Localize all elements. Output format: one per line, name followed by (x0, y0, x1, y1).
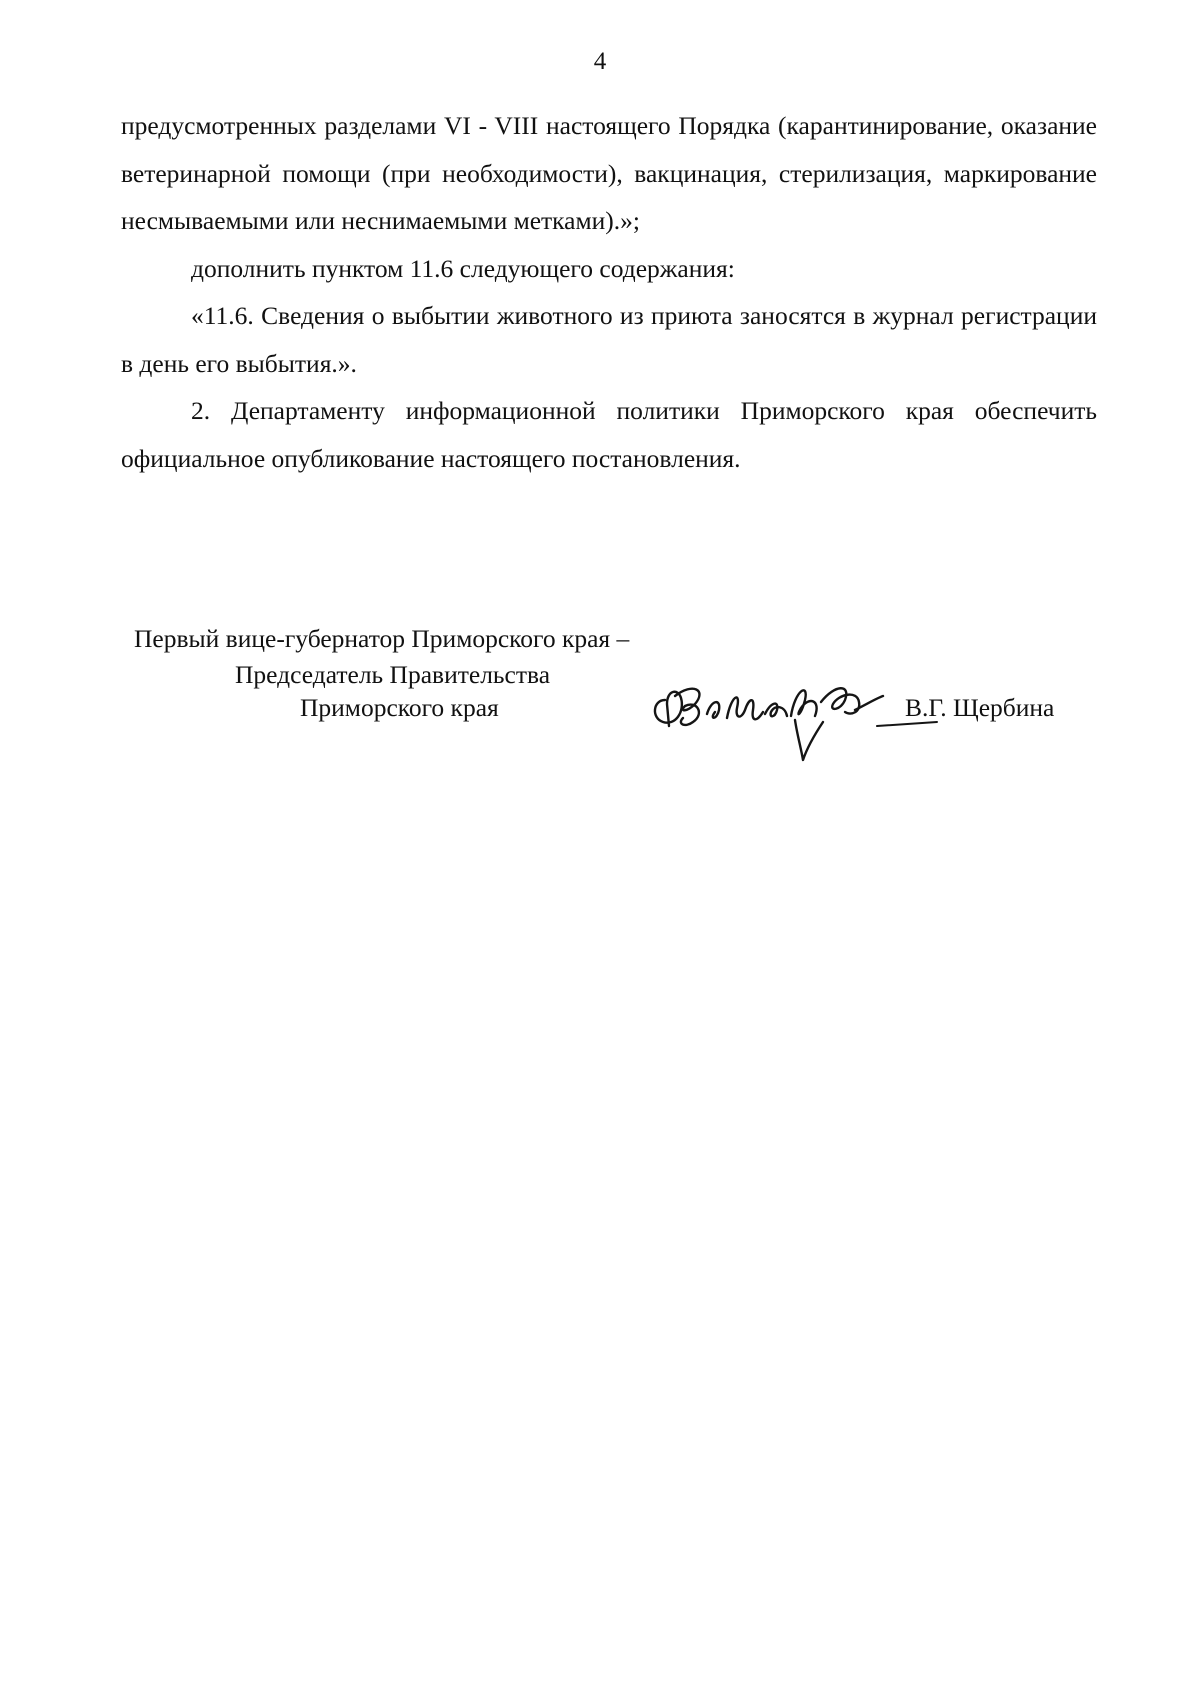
handwritten-signature (645, 660, 945, 770)
page-number: 4 (593, 48, 607, 75)
paragraph-continuation: предусмотренных разделами VI - VIII настоящего Порядка (карантинирование, оказание ветеринарной помощи (при необходимости), вакцинация, стерилизация, маркирование несмываемыми или неснимаемыми метками).»; (121, 111, 1097, 235)
signatory-title-line-1: Первый вице-губернатор Приморского края – (134, 624, 630, 653)
paragraph-amendment-intro: дополнить пунктом 11.6 следующего содержания: (191, 253, 735, 283)
paragraph-publication-order: 2. Департаменту информационной политики Приморского края обеспечить официальное опубликование настоящего постановления. (121, 396, 1097, 473)
signature-block (0, 0, 1200, 800)
signatory-title-line-2: Председатель Правительства (235, 660, 551, 689)
signatory-title-line-3: Приморского края (300, 693, 499, 722)
paragraph-clause-11-6: «11.6. Сведения о выбытии животного из приюта заносятся в журнал регистрации в день его выбытия.». (121, 301, 1097, 378)
signatory-name: В.Г. Щербина (905, 693, 1055, 722)
